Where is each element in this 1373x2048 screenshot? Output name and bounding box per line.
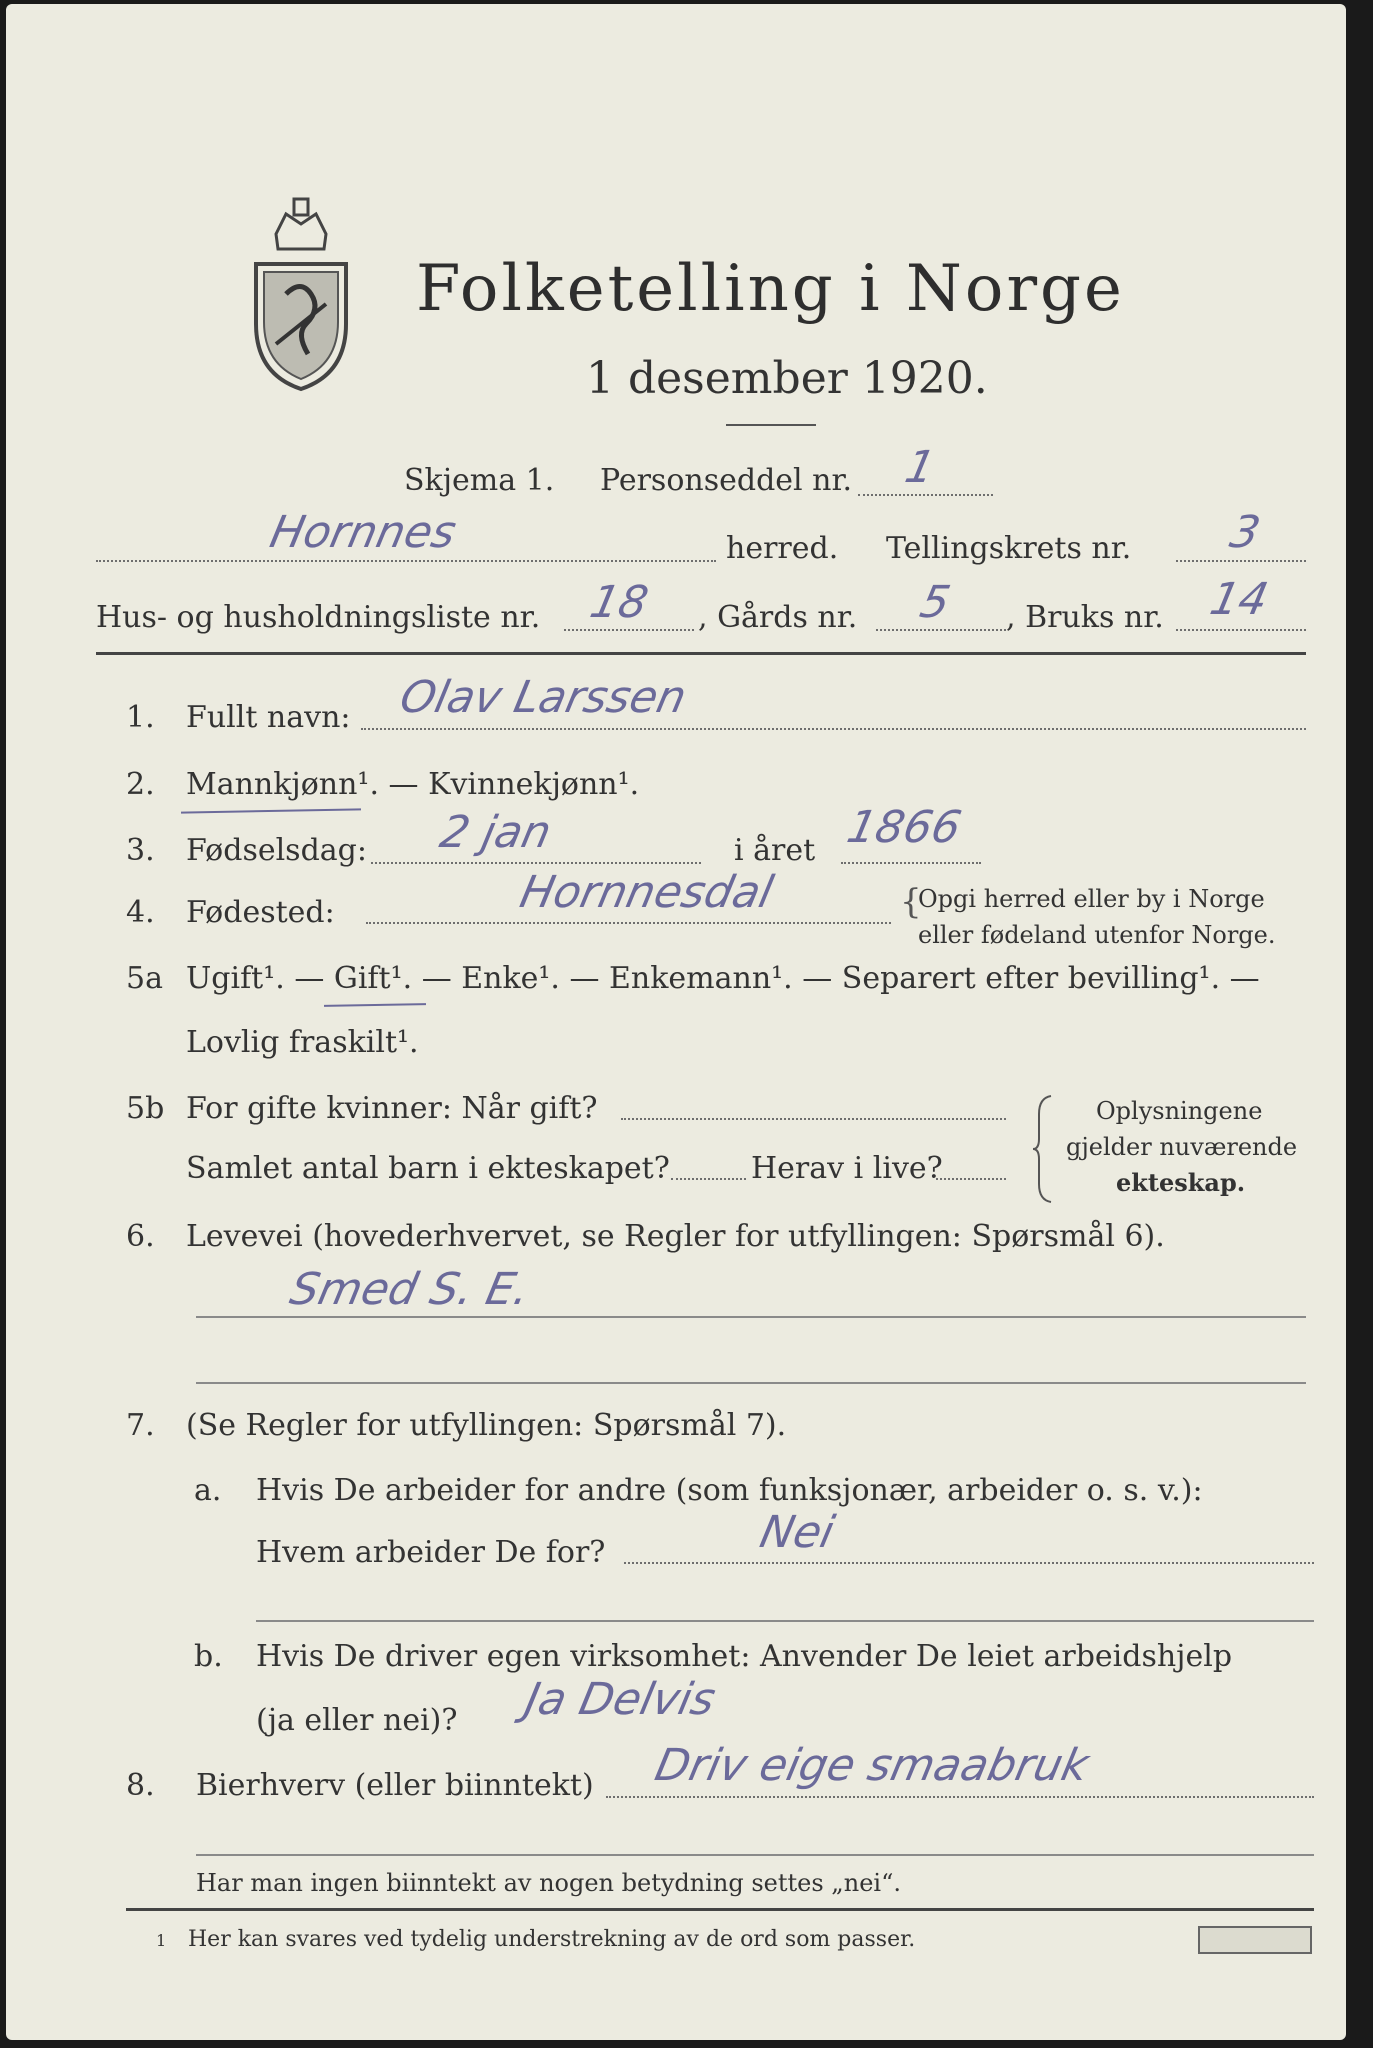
q7a-label: Hvis De arbeider for andre (som funksjonær, arbeider o. s. v.):: [256, 1473, 1203, 1508]
tellingskrets-value[interactable]: 3: [1225, 507, 1265, 558]
q7a-line: [256, 1620, 1314, 1622]
q7-number: 7.: [126, 1408, 155, 1443]
herred-label: herred.: [726, 531, 839, 566]
q7b-label: Hvis De driver egen virksomhet: Anvender De leiet arbeidshjelp: [256, 1639, 1233, 1674]
q4-note-2: eller fødeland utenfor Norge.: [918, 921, 1276, 949]
q3-dots: [371, 862, 701, 864]
q8-line: [196, 1854, 1314, 1856]
q5a-underline-mark: [324, 1003, 426, 1007]
footnote-1-number: 1: [156, 1931, 167, 1950]
q4-value[interactable]: Hornnesdal: [515, 867, 778, 918]
q4-number: 4.: [126, 895, 155, 930]
q6-number: 6.: [126, 1219, 155, 1254]
gards-value[interactable]: 5: [915, 577, 955, 628]
q7a-number: a.: [194, 1473, 222, 1508]
q4-label: Fødested:: [186, 895, 335, 930]
q5b-children-dots: [671, 1178, 746, 1180]
q3-number: 3.: [126, 833, 155, 868]
q7b-number: b.: [194, 1639, 223, 1674]
q7-label: (Se Regler for utfyllingen: Spørsmål 7).: [186, 1408, 787, 1443]
coat-of-arms-icon: [246, 194, 356, 394]
personseddel-label: Personseddel nr.: [600, 463, 853, 498]
q2-label: Mannkjønn¹. — Kvinnekjønn¹.: [186, 767, 640, 802]
herred-dots: [96, 560, 716, 562]
q2-number: 2.: [126, 767, 155, 802]
form-title: Folketelling i Norge: [416, 252, 1125, 326]
q5b-married-dots: [621, 1118, 1006, 1120]
census-form-page: [6, 4, 1346, 2040]
q5a-label: Ugift¹. — Gift¹. — Enke¹. — Enkemann¹. — Separert efter bevilling¹. —: [186, 961, 1260, 996]
q6-line-2: [196, 1382, 1306, 1384]
gards-label: , Gårds nr.: [698, 600, 858, 635]
q7a-value[interactable]: Nei: [755, 1507, 839, 1558]
gards-dots: [876, 629, 1006, 631]
q5a-label-2: Lovlig fraskilt¹.: [186, 1025, 419, 1060]
q4-dots: [366, 922, 891, 924]
printer-stamp: [1198, 1926, 1312, 1954]
q5b-number: 5b: [126, 1091, 165, 1126]
q5b-label-3: Herav i live?: [751, 1151, 943, 1186]
q1-number: 1.: [126, 700, 155, 735]
q6-label: Levevei (hovederhvervet, se Regler for utfyllingen: Spørsmål 6).: [186, 1219, 1165, 1254]
q8-number: 8.: [126, 1768, 155, 1803]
q7b-label-2: (ja eller nei)?: [256, 1703, 458, 1738]
footer-separator: [126, 1908, 1314, 1911]
tellingskrets-label: Tellingskrets nr.: [886, 531, 1132, 566]
hus-value[interactable]: 18: [585, 577, 653, 628]
q7b-value[interactable]: Ja Delvis: [520, 1674, 720, 1725]
q5b-note-2: gjelder nuværende: [1066, 1133, 1298, 1161]
header-separator: [96, 652, 1306, 655]
q8-value[interactable]: Driv eige smaabruk: [650, 1740, 1094, 1791]
hus-label: Hus- og husholdningsliste nr.: [96, 600, 541, 635]
bruks-value[interactable]: 14: [1205, 574, 1273, 625]
schema-label: Skjema 1.: [404, 463, 555, 498]
census-date: 1 desember 1920.: [586, 353, 988, 404]
q6-value[interactable]: Smed S. E.: [285, 1264, 534, 1315]
q4-brace: {: [900, 882, 922, 922]
q3-label: Fødselsdag:: [186, 833, 367, 868]
personseddel-value[interactable]: 1: [900, 442, 940, 493]
q5a-number: 5a: [126, 961, 163, 996]
bruks-label: , Bruks nr.: [1006, 600, 1164, 635]
q7a-label-2: Hvem arbeider De for?: [256, 1535, 606, 1570]
footnote-nei: Har man ingen biinntekt av nogen betydning settes „nei“.: [196, 1869, 901, 1897]
title-divider: [726, 424, 816, 426]
q5b-label: For gifte kvinner: Når gift?: [186, 1091, 598, 1126]
q1-dots: [361, 728, 1306, 730]
footnote-1: Her kan svares ved tydelig understrekning av de ord som passer.: [188, 1927, 916, 1952]
hus-dots: [564, 629, 694, 631]
herred-value[interactable]: Hornnes: [265, 507, 461, 558]
q5b-note-1: Oplysningene: [1096, 1097, 1263, 1125]
bruks-dots: [1176, 629, 1306, 631]
personseddel-dots: [858, 494, 993, 496]
q8-label: Bierhverv (eller biinntekt): [196, 1768, 594, 1803]
q3-year-label: i året: [734, 833, 816, 868]
tellingskrets-dots: [1176, 560, 1306, 562]
q3-year-dots: [841, 862, 981, 864]
q8-dots: [606, 1796, 1314, 1798]
q1-label: Fullt navn:: [186, 700, 351, 735]
q5b-note-3: ekteskap.: [1116, 1168, 1246, 1197]
q6-line-1: [196, 1316, 1306, 1318]
q5b-label-2: Samlet antal barn i ekteskapet?: [186, 1151, 670, 1186]
q5b-alive-dots: [936, 1178, 1006, 1180]
q2-underline-mark: [181, 808, 361, 813]
q7a-dots: [624, 1562, 1314, 1564]
q3-year-value[interactable]: 1866: [842, 802, 966, 853]
q3-value[interactable]: 2 jan: [435, 807, 556, 858]
q1-value[interactable]: Olav Larssen: [395, 672, 691, 723]
q5b-brace: [1031, 1094, 1055, 1204]
q4-note-1: Opgi herred eller by i Norge: [918, 885, 1265, 913]
